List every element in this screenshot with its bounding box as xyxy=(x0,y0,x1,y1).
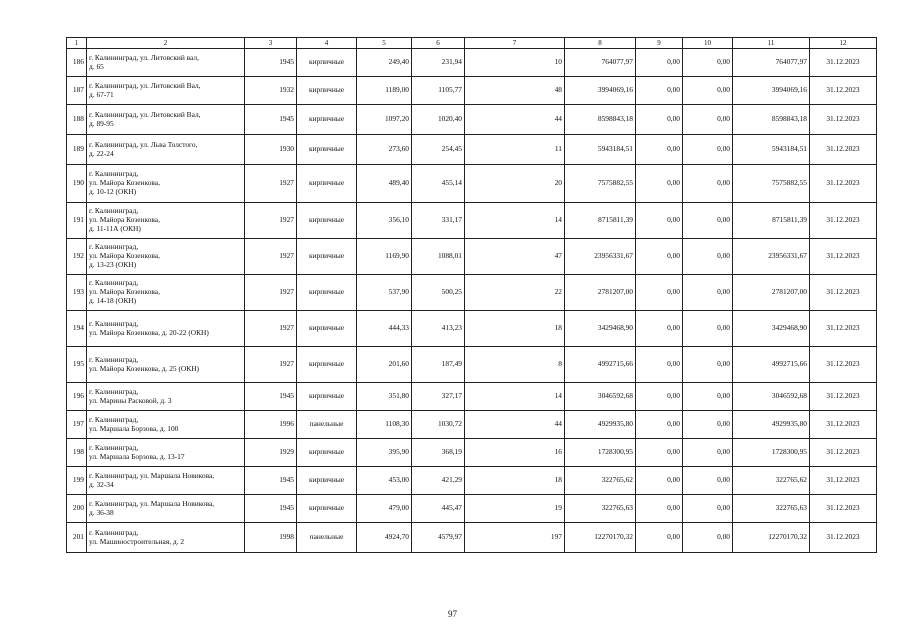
living-area-cell: 4579,97 xyxy=(412,523,465,553)
total-area-cell: 479,00 xyxy=(357,495,412,523)
column-header: 3 xyxy=(245,38,297,49)
wall-material-cell: кирпичные xyxy=(297,49,357,77)
row-number-cell: 191 xyxy=(67,203,87,239)
table-row xyxy=(67,275,877,311)
address-cell: г. Калининград, ул. Майора Козенкова, д. 10-12 (ОКН) xyxy=(87,165,245,203)
living-area-cell: 445,47 xyxy=(412,495,465,523)
table-row xyxy=(67,411,877,439)
cost-owners-cell: 764077,97 xyxy=(733,49,810,77)
column-header: 11 xyxy=(733,38,810,49)
deadline-date-cell: 31.12.2023 xyxy=(810,275,877,311)
wall-material-cell: кирпичные xyxy=(297,347,357,383)
deadline-date-cell: 31.12.2023 xyxy=(810,135,877,165)
cost-other-cell: 0,00 xyxy=(683,311,733,347)
row-number-cell: 196 xyxy=(67,383,87,411)
cost-owners-cell: 8598843,18 xyxy=(733,105,810,135)
column-header: 6 xyxy=(412,38,465,49)
cost-total-cell: 1728300,95 xyxy=(565,439,636,467)
deadline-date-cell: 31.12.2023 xyxy=(810,411,877,439)
cost-total-cell: 4992715,66 xyxy=(565,347,636,383)
address-cell: г. Калининград, ул. Майора Козенкова, д. 20-22 (ОКН) xyxy=(87,311,245,347)
cost-fund-cell: 0,00 xyxy=(636,495,683,523)
wall-material-cell: кирпичные xyxy=(297,239,357,275)
residents-cell: 10 xyxy=(465,49,565,77)
deadline-date-cell: 31.12.2023 xyxy=(810,347,877,383)
total-area-cell: 1189,00 xyxy=(357,77,412,105)
cost-fund-cell: 0,00 xyxy=(636,239,683,275)
table-row xyxy=(67,203,877,239)
total-area-cell: 537,90 xyxy=(357,275,412,311)
deadline-date-cell: 31.12.2023 xyxy=(810,105,877,135)
total-area-cell: 1169,90 xyxy=(357,239,412,275)
residents-cell: 20 xyxy=(465,165,565,203)
year-cell: 1945 xyxy=(245,383,297,411)
cost-fund-cell: 0,00 xyxy=(636,411,683,439)
row-number-cell: 189 xyxy=(67,135,87,165)
year-cell: 1996 xyxy=(245,411,297,439)
living-area-cell: 1105,77 xyxy=(412,77,465,105)
cost-other-cell: 0,00 xyxy=(683,495,733,523)
row-number-cell: 190 xyxy=(67,165,87,203)
wall-material-cell: кирпичные xyxy=(297,311,357,347)
table-row xyxy=(67,383,877,411)
cost-owners-cell: 3994069,16 xyxy=(733,77,810,105)
living-area-cell: 231,94 xyxy=(412,49,465,77)
row-number-cell: 194 xyxy=(67,311,87,347)
year-cell: 1998 xyxy=(245,523,297,553)
cost-fund-cell: 0,00 xyxy=(636,203,683,239)
cost-owners-cell: 7575882,55 xyxy=(733,165,810,203)
wall-material-cell: кирпичные xyxy=(297,383,357,411)
residents-cell: 16 xyxy=(465,439,565,467)
column-header: 5 xyxy=(357,38,412,49)
residents-cell: 18 xyxy=(465,311,565,347)
column-header: 4 xyxy=(297,38,357,49)
cost-owners-cell: 5943184,51 xyxy=(733,135,810,165)
wall-material-cell: кирпичные xyxy=(297,467,357,495)
cost-fund-cell: 0,00 xyxy=(636,383,683,411)
column-header: 8 xyxy=(565,38,636,49)
living-area-cell: 1020,40 xyxy=(412,105,465,135)
deadline-date-cell: 31.12.2023 xyxy=(810,203,877,239)
cost-fund-cell: 0,00 xyxy=(636,49,683,77)
living-area-cell: 421,29 xyxy=(412,467,465,495)
cost-other-cell: 0,00 xyxy=(683,135,733,165)
deadline-date-cell: 31.12.2023 xyxy=(810,49,877,77)
address-cell: г. Калининград, ул. Майора Козенкова, д. 11-11А (ОКН) xyxy=(87,203,245,239)
cost-owners-cell: 4929935,80 xyxy=(733,411,810,439)
row-number-cell: 193 xyxy=(67,275,87,311)
deadline-date-cell: 31.12.2023 xyxy=(810,77,877,105)
cost-other-cell: 0,00 xyxy=(683,439,733,467)
cost-other-cell: 0,00 xyxy=(683,467,733,495)
cost-total-cell: 23956331,67 xyxy=(565,239,636,275)
deadline-date-cell: 31.12.2023 xyxy=(810,239,877,275)
cost-other-cell: 0,00 xyxy=(683,275,733,311)
cost-owners-cell: 3046592,68 xyxy=(733,383,810,411)
table-row xyxy=(67,49,877,77)
living-area-cell: 455,14 xyxy=(412,165,465,203)
living-area-cell: 1088,01 xyxy=(412,239,465,275)
address-cell: г. Калининград, ул. Машиностроительная, д. 2 xyxy=(87,523,245,553)
address-cell: г. Калининград, ул. Маршала Борзова, д. 100 xyxy=(87,411,245,439)
cost-owners-cell: 322765,62 xyxy=(733,467,810,495)
deadline-date-cell: 31.12.2023 xyxy=(810,523,877,553)
address-cell: г. Калининград, ул. Маршала Новикова, д. 36-38 xyxy=(87,495,245,523)
wall-material-cell: кирпичные xyxy=(297,203,357,239)
cost-other-cell: 0,00 xyxy=(683,411,733,439)
column-header: 10 xyxy=(683,38,733,49)
cost-total-cell: 322765,62 xyxy=(565,467,636,495)
deadline-date-cell: 31.12.2023 xyxy=(810,165,877,203)
cost-other-cell: 0,00 xyxy=(683,347,733,383)
year-cell: 1927 xyxy=(245,165,297,203)
residents-cell: 48 xyxy=(465,77,565,105)
table-row xyxy=(67,77,877,105)
housing-table xyxy=(66,37,877,553)
year-cell: 1945 xyxy=(245,467,297,495)
residents-cell: 44 xyxy=(465,411,565,439)
column-header: 7 xyxy=(465,38,565,49)
header-row xyxy=(67,38,877,49)
year-cell: 1945 xyxy=(245,495,297,523)
living-area-cell: 187,49 xyxy=(412,347,465,383)
row-number-cell: 201 xyxy=(67,523,87,553)
total-area-cell: 273,60 xyxy=(357,135,412,165)
cost-total-cell: 7575882,55 xyxy=(565,165,636,203)
row-number-cell: 188 xyxy=(67,105,87,135)
residents-cell: 47 xyxy=(465,239,565,275)
cost-total-cell: 8715811,39 xyxy=(565,203,636,239)
year-cell: 1927 xyxy=(245,347,297,383)
table-row xyxy=(67,439,877,467)
cost-other-cell: 0,00 xyxy=(683,239,733,275)
cost-other-cell: 0,00 xyxy=(683,165,733,203)
cost-other-cell: 0,00 xyxy=(683,203,733,239)
table-row xyxy=(67,523,877,553)
cost-owners-cell: 2781207,00 xyxy=(733,275,810,311)
year-cell: 1945 xyxy=(245,105,297,135)
address-cell: г. Калининград, ул. Литовский вал, д. 65 xyxy=(87,49,245,77)
residents-cell: 14 xyxy=(465,203,565,239)
cost-other-cell: 0,00 xyxy=(683,383,733,411)
cost-total-cell: 3429468,90 xyxy=(565,311,636,347)
cost-owners-cell: 8715811,39 xyxy=(733,203,810,239)
row-number-cell: 199 xyxy=(67,467,87,495)
wall-material-cell: кирпичные xyxy=(297,439,357,467)
living-area-cell: 327,17 xyxy=(412,383,465,411)
cost-total-cell: 322765,63 xyxy=(565,495,636,523)
wall-material-cell: кирпичные xyxy=(297,105,357,135)
living-area-cell: 331,17 xyxy=(412,203,465,239)
residents-cell: 8 xyxy=(465,347,565,383)
cost-fund-cell: 0,00 xyxy=(636,439,683,467)
total-area-cell: 395,90 xyxy=(357,439,412,467)
deadline-date-cell: 31.12.2023 xyxy=(810,383,877,411)
row-number-cell: 198 xyxy=(67,439,87,467)
wall-material-cell: панельные xyxy=(297,411,357,439)
address-cell: г. Калининград, ул. Марины Расковой, д. 3 xyxy=(87,383,245,411)
total-area-cell: 201,60 xyxy=(357,347,412,383)
row-number-cell: 195 xyxy=(67,347,87,383)
year-cell: 1927 xyxy=(245,203,297,239)
cost-other-cell: 0,00 xyxy=(683,105,733,135)
deadline-date-cell: 31.12.2023 xyxy=(810,495,877,523)
cost-fund-cell: 0,00 xyxy=(636,165,683,203)
year-cell: 1927 xyxy=(245,311,297,347)
cost-other-cell: 0,00 xyxy=(683,523,733,553)
cost-fund-cell: 0,00 xyxy=(636,523,683,553)
cost-total-cell: 8598843,18 xyxy=(565,105,636,135)
page-number: 97 xyxy=(448,609,457,619)
living-area-cell: 368,19 xyxy=(412,439,465,467)
table-row xyxy=(67,239,877,275)
year-cell: 1932 xyxy=(245,77,297,105)
cost-fund-cell: 0,00 xyxy=(636,347,683,383)
living-area-cell: 413,23 xyxy=(412,311,465,347)
wall-material-cell: кирпичные xyxy=(297,77,357,105)
cost-fund-cell: 0,00 xyxy=(636,467,683,495)
deadline-date-cell: 31.12.2023 xyxy=(810,311,877,347)
total-area-cell: 356,10 xyxy=(357,203,412,239)
cost-fund-cell: 0,00 xyxy=(636,311,683,347)
cost-other-cell: 0,00 xyxy=(683,77,733,105)
wall-material-cell: кирпичные xyxy=(297,275,357,311)
total-area-cell: 444,33 xyxy=(357,311,412,347)
address-cell: г. Калининград, ул. Майора Козенкова, д. 25 (ОКН) xyxy=(87,347,245,383)
address-cell: г. Калининград, ул. Литовский Вал, д. 89-95 xyxy=(87,105,245,135)
total-area-cell: 453,00 xyxy=(357,467,412,495)
column-header: 9 xyxy=(636,38,683,49)
total-area-cell: 249,40 xyxy=(357,49,412,77)
cost-fund-cell: 0,00 xyxy=(636,135,683,165)
cost-fund-cell: 0,00 xyxy=(636,77,683,105)
total-area-cell: 1097,20 xyxy=(357,105,412,135)
wall-material-cell: панельные xyxy=(297,523,357,553)
row-number-cell: 192 xyxy=(67,239,87,275)
row-number-cell: 197 xyxy=(67,411,87,439)
year-cell: 1930 xyxy=(245,135,297,165)
living-area-cell: 254,45 xyxy=(412,135,465,165)
cost-fund-cell: 0,00 xyxy=(636,275,683,311)
deadline-date-cell: 31.12.2023 xyxy=(810,467,877,495)
address-cell: г. Калининград, ул. Льва Толстого, д. 22-24 xyxy=(87,135,245,165)
cost-total-cell: 5943184,51 xyxy=(565,135,636,165)
year-cell: 1927 xyxy=(245,275,297,311)
year-cell: 1929 xyxy=(245,439,297,467)
address-cell: г. Калининград, ул. Маршала Борзова, д. 13-17 xyxy=(87,439,245,467)
cost-total-cell: 2781207,00 xyxy=(565,275,636,311)
cost-other-cell: 0,00 xyxy=(683,49,733,77)
table-row xyxy=(67,347,877,383)
table-row xyxy=(67,495,877,523)
year-cell: 1945 xyxy=(245,49,297,77)
cost-total-cell: 4929935,80 xyxy=(565,411,636,439)
table-row xyxy=(67,135,877,165)
table-row xyxy=(67,105,877,135)
cost-total-cell: 12270170,32 xyxy=(565,523,636,553)
column-header: 1 xyxy=(67,38,87,49)
living-area-cell: 500,25 xyxy=(412,275,465,311)
residents-cell: 11 xyxy=(465,135,565,165)
total-area-cell: 4924,70 xyxy=(357,523,412,553)
wall-material-cell: кирпичные xyxy=(297,495,357,523)
table-row xyxy=(67,165,877,203)
table-body xyxy=(67,49,877,553)
column-header: 2 xyxy=(87,38,245,49)
cost-owners-cell: 3429468,90 xyxy=(733,311,810,347)
cost-owners-cell: 4992715,66 xyxy=(733,347,810,383)
row-number-cell: 186 xyxy=(67,49,87,77)
table-row xyxy=(67,311,877,347)
address-cell: г. Калининград, ул. Литовский Вал, д. 67-71 xyxy=(87,77,245,105)
total-area-cell: 1108,30 xyxy=(357,411,412,439)
cost-owners-cell: 23956331,67 xyxy=(733,239,810,275)
cost-owners-cell: 12270170,32 xyxy=(733,523,810,553)
cost-fund-cell: 0,00 xyxy=(636,105,683,135)
residents-cell: 14 xyxy=(465,383,565,411)
year-cell: 1927 xyxy=(245,239,297,275)
wall-material-cell: кирпичные xyxy=(297,135,357,165)
residents-cell: 44 xyxy=(465,105,565,135)
cost-owners-cell: 1728300,95 xyxy=(733,439,810,467)
deadline-date-cell: 31.12.2023 xyxy=(810,439,877,467)
residents-cell: 197 xyxy=(465,523,565,553)
residents-cell: 18 xyxy=(465,467,565,495)
cost-owners-cell: 322765,63 xyxy=(733,495,810,523)
living-area-cell: 1030,72 xyxy=(412,411,465,439)
cost-total-cell: 764077,97 xyxy=(565,49,636,77)
address-cell: г. Калининград, ул. Майора Козенкова, д. 14-18 (ОКН) xyxy=(87,275,245,311)
wall-material-cell: кирпичные xyxy=(297,165,357,203)
row-number-cell: 200 xyxy=(67,495,87,523)
total-area-cell: 489,40 xyxy=(357,165,412,203)
cost-total-cell: 3046592,68 xyxy=(565,383,636,411)
address-cell: г. Калининград, ул. Майора Козенкова, д. 13-23 (ОКН) xyxy=(87,239,245,275)
residents-cell: 19 xyxy=(465,495,565,523)
cost-total-cell: 3994069,16 xyxy=(565,77,636,105)
table-row xyxy=(67,467,877,495)
column-header: 12 xyxy=(810,38,877,49)
address-cell: г. Калининград, ул. Маршала Новикова, д. 32-34 xyxy=(87,467,245,495)
residents-cell: 22 xyxy=(465,275,565,311)
total-area-cell: 351,80 xyxy=(357,383,412,411)
row-number-cell: 187 xyxy=(67,77,87,105)
